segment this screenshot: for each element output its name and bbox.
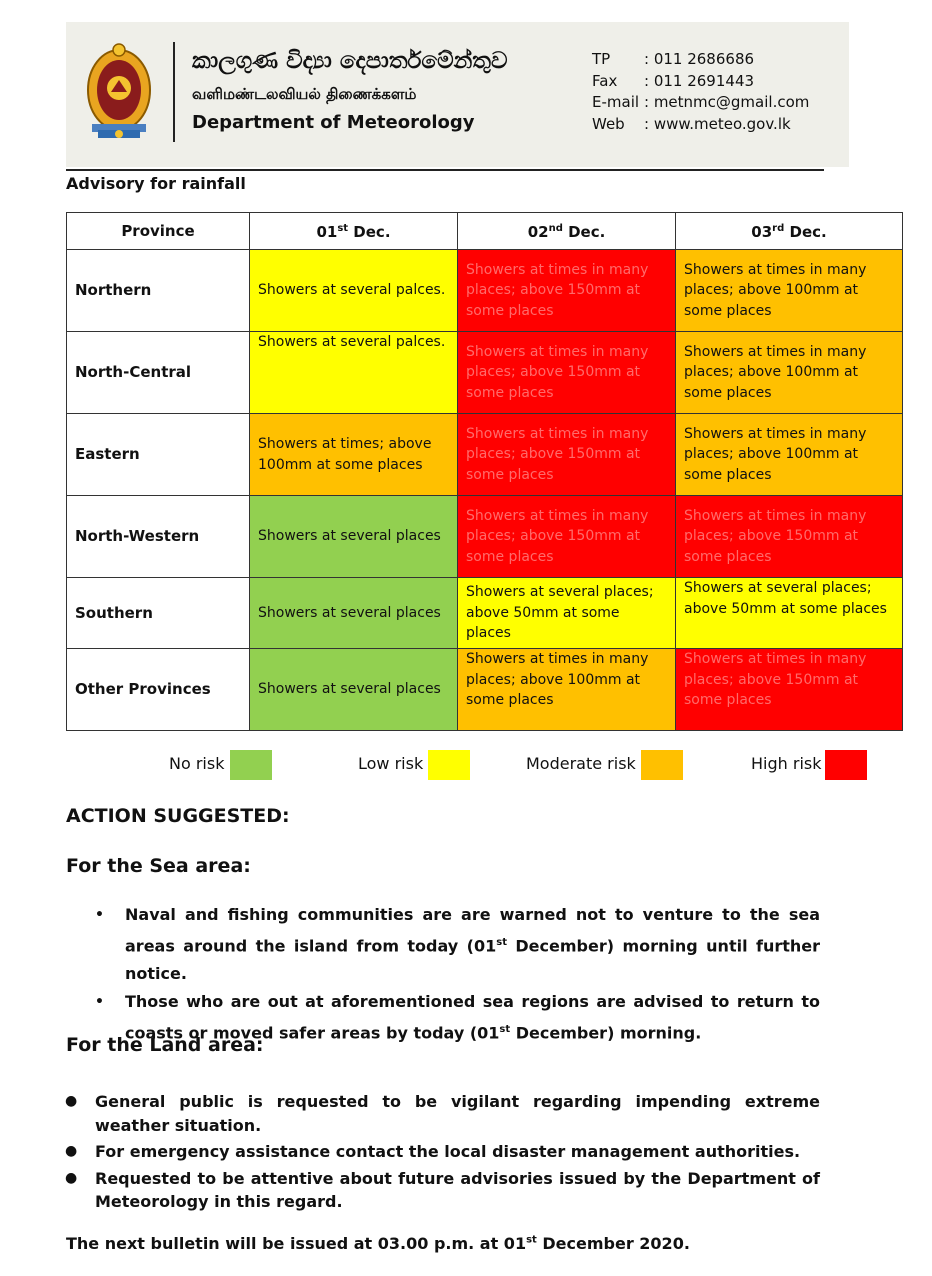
bullet-icon: • bbox=[95, 907, 104, 923]
forecast-cell: Showers at times in many places; above 100mm at some places bbox=[676, 250, 903, 332]
bullet-icon: ● bbox=[65, 1143, 78, 1159]
forecast-cell: Showers at times in many places; above 150mm at some places bbox=[458, 250, 676, 332]
header-day: 03 bbox=[751, 223, 773, 242]
legend-swatch-no-risk bbox=[230, 750, 272, 780]
contact-row-email bbox=[592, 92, 809, 114]
contact-row-phone bbox=[592, 49, 809, 71]
sri-lanka-emblem-icon bbox=[84, 42, 154, 142]
forecast-cell: Showers at times in many places; above 150mm at some places bbox=[458, 332, 676, 414]
bullet-text: General public is requested to be vigilant regarding impending extreme weather situation. bbox=[95, 1092, 820, 1135]
list-item bbox=[95, 901, 821, 988]
forecast-cell: Showers at several places; above 50mm at some places bbox=[458, 578, 676, 649]
contact-label: Fax bbox=[592, 71, 618, 90]
forecast-cell: Showers at times in many places; above 100mm at some places bbox=[676, 414, 903, 496]
legend-swatch-low-risk bbox=[428, 750, 470, 780]
legend-label-low-risk: Low risk bbox=[358, 754, 424, 773]
legend-label-no-risk: No risk bbox=[169, 754, 225, 773]
table-row bbox=[67, 250, 903, 332]
forecast-cell: Showers at times in many places; above 150mm at some places bbox=[676, 496, 903, 578]
forecast-cell: Showers at several palces. bbox=[250, 250, 458, 332]
bullet-text: Naval and fishing communities are are warned not to venture to the sea areas around the island from today (01 bbox=[125, 905, 820, 956]
contact-value: : metnmc@gmail.com bbox=[644, 93, 810, 111]
contact-row-fax bbox=[592, 71, 809, 93]
letterhead bbox=[66, 22, 849, 167]
bullet-icon: ● bbox=[65, 1169, 78, 1186]
header-ordinal: rd bbox=[772, 223, 785, 235]
forecast-cell: Showers at several palces. bbox=[250, 332, 458, 414]
header-ordinal: st bbox=[337, 223, 349, 235]
forecast-cell: Showers at several places bbox=[250, 649, 458, 731]
table-row bbox=[67, 649, 903, 731]
header-day: 02 bbox=[527, 223, 549, 242]
department-name-sinhala: කාලගුණ විද්‍යා දෙපාර්තමේන්තුව bbox=[192, 48, 508, 74]
contact-label: TP bbox=[592, 50, 611, 68]
header-month: Dec. bbox=[562, 223, 606, 242]
province-cell: Northern bbox=[67, 250, 250, 332]
header-month: Dec. bbox=[784, 223, 827, 242]
bullet-text-tail: December) morning until further notice. bbox=[125, 936, 821, 984]
forecast-cell: Showers at several places bbox=[250, 496, 458, 578]
province-cell: Other Provinces bbox=[67, 649, 250, 731]
forecast-cell: Showers at times in many places; above 150mm at some places bbox=[458, 496, 676, 578]
legend-label-moderate-risk: Moderate risk bbox=[526, 754, 636, 773]
bullet-icon: ● bbox=[65, 1093, 78, 1109]
header-ordinal: nd bbox=[548, 223, 563, 235]
footer-text: The next bulletin will be issued at 03.00 p.m. at 01 bbox=[66, 1234, 527, 1253]
table-row bbox=[67, 496, 903, 578]
list-item bbox=[65, 1167, 820, 1214]
column-header-province bbox=[67, 213, 250, 250]
province-cell: North-Western bbox=[67, 496, 250, 578]
rainfall-advisory-table bbox=[66, 212, 903, 731]
column-header-day-1 bbox=[250, 213, 458, 250]
department-name-english: Department of Meteorology bbox=[192, 112, 475, 133]
risk-legend bbox=[0, 750, 932, 782]
bullet-text: Requested to be attentive about future advisories issued by the Department of Meteorology in this regard. bbox=[95, 1168, 820, 1211]
table-row bbox=[67, 414, 903, 496]
contact-label: E-mail bbox=[592, 93, 640, 111]
forecast-cell: Showers at times in many places; above 150mm at some places bbox=[676, 649, 903, 731]
column-header-day-2 bbox=[458, 213, 676, 250]
contact-value: : 011 2686686 bbox=[644, 50, 755, 68]
legend-label-high-risk: High risk bbox=[751, 754, 822, 773]
contact-value: : 011 2691443 bbox=[644, 71, 755, 90]
advisory-title: Advisory for rainfall bbox=[66, 174, 246, 193]
forecast-cell: Showers at times; above 100mm at some places bbox=[250, 414, 458, 496]
bullet-ordinal: st bbox=[496, 937, 507, 948]
forecast-cell: Showers at times in many places; above 100mm at some places bbox=[676, 332, 903, 414]
bullet-ordinal: st bbox=[499, 1024, 511, 1036]
contact-value: : www.meteo.gov.lk bbox=[644, 114, 791, 133]
contact-row-web bbox=[592, 114, 809, 136]
province-cell: North-Central bbox=[67, 332, 250, 414]
header-divider bbox=[173, 42, 175, 142]
header-text: Province bbox=[121, 221, 195, 240]
list-item bbox=[65, 1090, 820, 1137]
forecast-cell: Showers at several places bbox=[250, 578, 458, 649]
table-row bbox=[67, 578, 903, 649]
department-name-tamil: வளிமண்டலவியல் திணைக்களம் bbox=[192, 85, 417, 103]
footer-ordinal: st bbox=[526, 1234, 537, 1246]
column-header-day-3 bbox=[676, 213, 903, 250]
bullet-icon: • bbox=[95, 994, 104, 1011]
legend-swatch-high-risk bbox=[825, 750, 867, 780]
contact-label: Web bbox=[592, 114, 625, 133]
header-month: Dec. bbox=[348, 223, 391, 242]
forecast-cell: Showers at times in many places; above 150mm at some places bbox=[458, 414, 676, 496]
footer-text-tail: December 2020. bbox=[536, 1234, 690, 1253]
bullet-text: For emergency assistance contact the local disaster management authorities. bbox=[95, 1142, 801, 1161]
table-row bbox=[67, 332, 903, 414]
bullet-text-tail: December) morning. bbox=[510, 1023, 702, 1043]
table-header-row bbox=[67, 213, 903, 250]
bullet-text: Those who are out at aforementioned sea regions are advised to return to coasts or moved safer areas by today (01 bbox=[125, 992, 820, 1043]
land-area-heading: For the Land area: bbox=[66, 1034, 264, 1056]
legend-swatch-moderate-risk bbox=[641, 750, 683, 780]
land-advice-list bbox=[65, 1090, 820, 1214]
action-heading: ACTION SUGGESTED: bbox=[66, 805, 290, 827]
province-cell: Southern bbox=[67, 578, 250, 649]
forecast-cell: Showers at times in many places; above 100mm at some places bbox=[458, 649, 676, 731]
header-day: 01 bbox=[316, 223, 338, 242]
list-item bbox=[65, 1140, 820, 1164]
sea-area-heading: For the Sea area: bbox=[66, 855, 251, 877]
forecast-cell: Showers at several places; above 50mm at some places bbox=[676, 578, 903, 649]
header-rule bbox=[66, 169, 824, 171]
province-cell: Eastern bbox=[67, 414, 250, 496]
next-bulletin-note bbox=[66, 1234, 690, 1253]
contact-details bbox=[592, 49, 809, 135]
